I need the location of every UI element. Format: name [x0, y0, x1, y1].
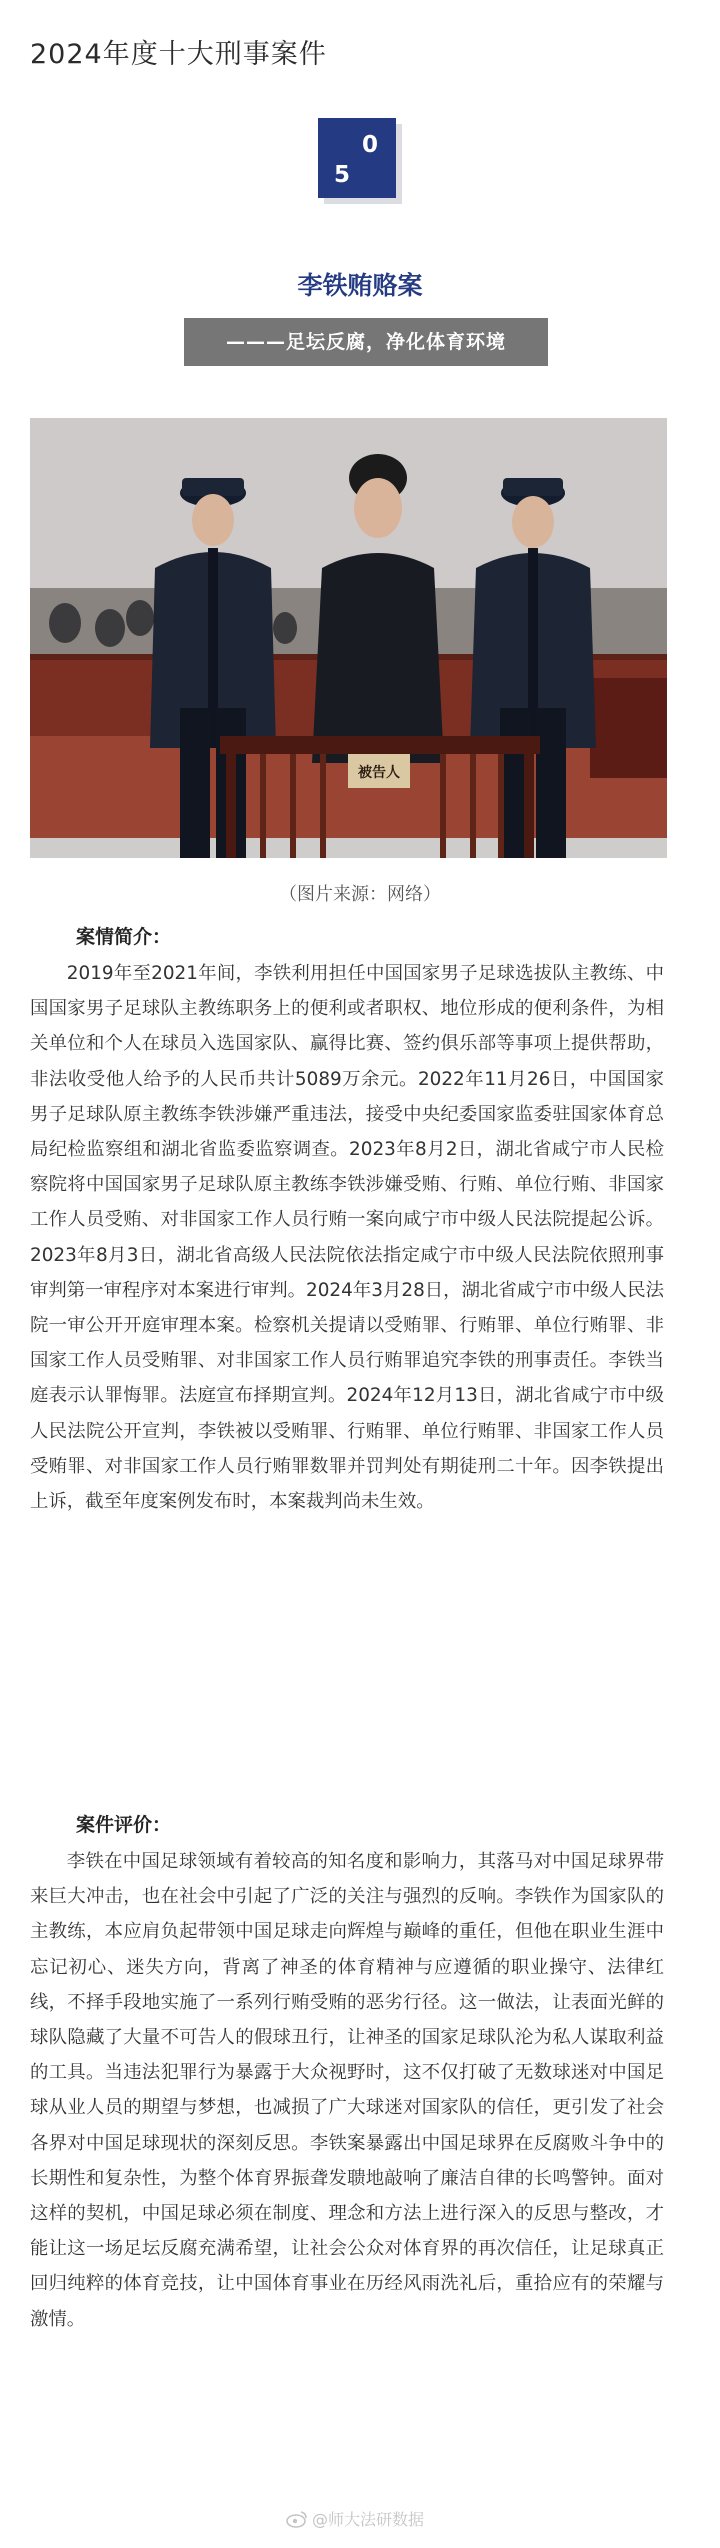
evaluation-heading: 案件评价： [76, 1814, 172, 1836]
summary-heading: 案情简介： [76, 926, 172, 948]
photo-caption: （图片来源：网络） [279, 884, 441, 905]
dock-sign: 被告人 [358, 765, 400, 781]
weibo-icon [286, 2510, 308, 2528]
courtroom-photo [30, 418, 667, 858]
courtroom-photo-illustration [30, 418, 667, 858]
summary-paragraph: 2019年至2021年间，李铁利用担任中国国家男子足球选拔队主教练、中国国家男子足球队主教练职务上的便利或者职权、地位形成的便利条件，为相关单位和个人在球员入选国家队、赢得比赛、签约俱乐部等事项上提供帮助，非法收受他人给予的人民币共计5089万余元。2022年11月26日，中国国家男子足球队原主教练李铁涉嫌严重违法，接受中央纪委国家监委驻国家体育总局纪检监察组和湖北省监委监察调查。2023年8月2日，湖北省咸宁市人民检察院将中国国家男子足球队原主教练李铁涉嫌受贿、行贿、单位行贿、非国家工作人员受贿、对非国家工作人员行贿一案向咸宁市中级人民法院提起公诉。2023年8月3日，湖北省高级人民法院依法指定咸宁市中级人民法院依照刑事审判第一审程序对本案进行审判。2024年3月28日，湖北省咸宁市中级人民法院一审公开开庭审理本案。检察机关提请以受贿罪、行贿罪、单位行贿罪、非国家工作人员受贿罪、对非国家工作人员行贿罪追究李铁的刑事责任。李铁当庭表示认罪悔罪。法庭宣布择期宣判。2024年12月13日，湖北省咸宁市中级人民法院公开宣判，李铁被以受贿罪、行贿罪、单位行贿罪、非国家工作人员受贿罪、对非国家工作人员行贿罪数罪并罚判处有期徒刑二十年。因李铁提出上诉，截至年度案例发布时，本案裁判尚未生效。 [30, 963, 664, 1513]
case-number-badge [318, 118, 404, 206]
case-subtitle-banner: ———足坛反腐，净化体育环境 [184, 318, 548, 366]
badge-digit-top: 0 [362, 132, 379, 158]
badge-digit-bottom: 5 [334, 162, 351, 188]
page-title: 2024年度十大刑事案件 [30, 39, 327, 70]
badge-box [318, 118, 396, 198]
case-title: 李铁贿赂案 [297, 271, 423, 300]
watermark [286, 2507, 424, 2530]
watermark-text: @师大法研数据 [312, 2510, 425, 2529]
evaluation-paragraph: 李铁在中国足球领域有着较高的知名度和影响力，其落马对中国足球界带来巨大冲击，也在社会中引起了广泛的关注与强烈的反响。李铁作为国家队的主教练，本应肩负起带领中国足球走向辉煌与巅峰的重任，但他在职业生涯中忘记初心、迷失方向，背离了神圣的体育精神与应遵循的职业操守、法律红线，不择手段地实施了一系列行贿受贿的恶劣行径。这一做法，让表面光鲜的球队隐藏了大量不可告人的假球丑行，让神圣的国家足球队沦为私人谋取利益的工具。当违法犯罪行为暴露于大众视野时，这不仅打破了无数球迷对中国足球从业人员的期望与梦想，也减损了广大球迷对国家队的信任，更引发了社会各界对中国足球现状的深刻反思。李铁案暴露出中国足球界在反腐败斗争中的长期性和复杂性，为整个体育界振聋发聩地敲响了廉洁自律的长鸣警钟。面对这样的契机，中国足球必须在制度、理念和方法上进行深入的反思与整改，才能让这一场足坛反腐充满希望，让社会公众对体育界的再次信任，让足球真正回归纯粹的体育竞技，让中国体育事业在历经风雨洗礼后，重拾应有的荣耀与激情。 [30, 1851, 664, 2330]
